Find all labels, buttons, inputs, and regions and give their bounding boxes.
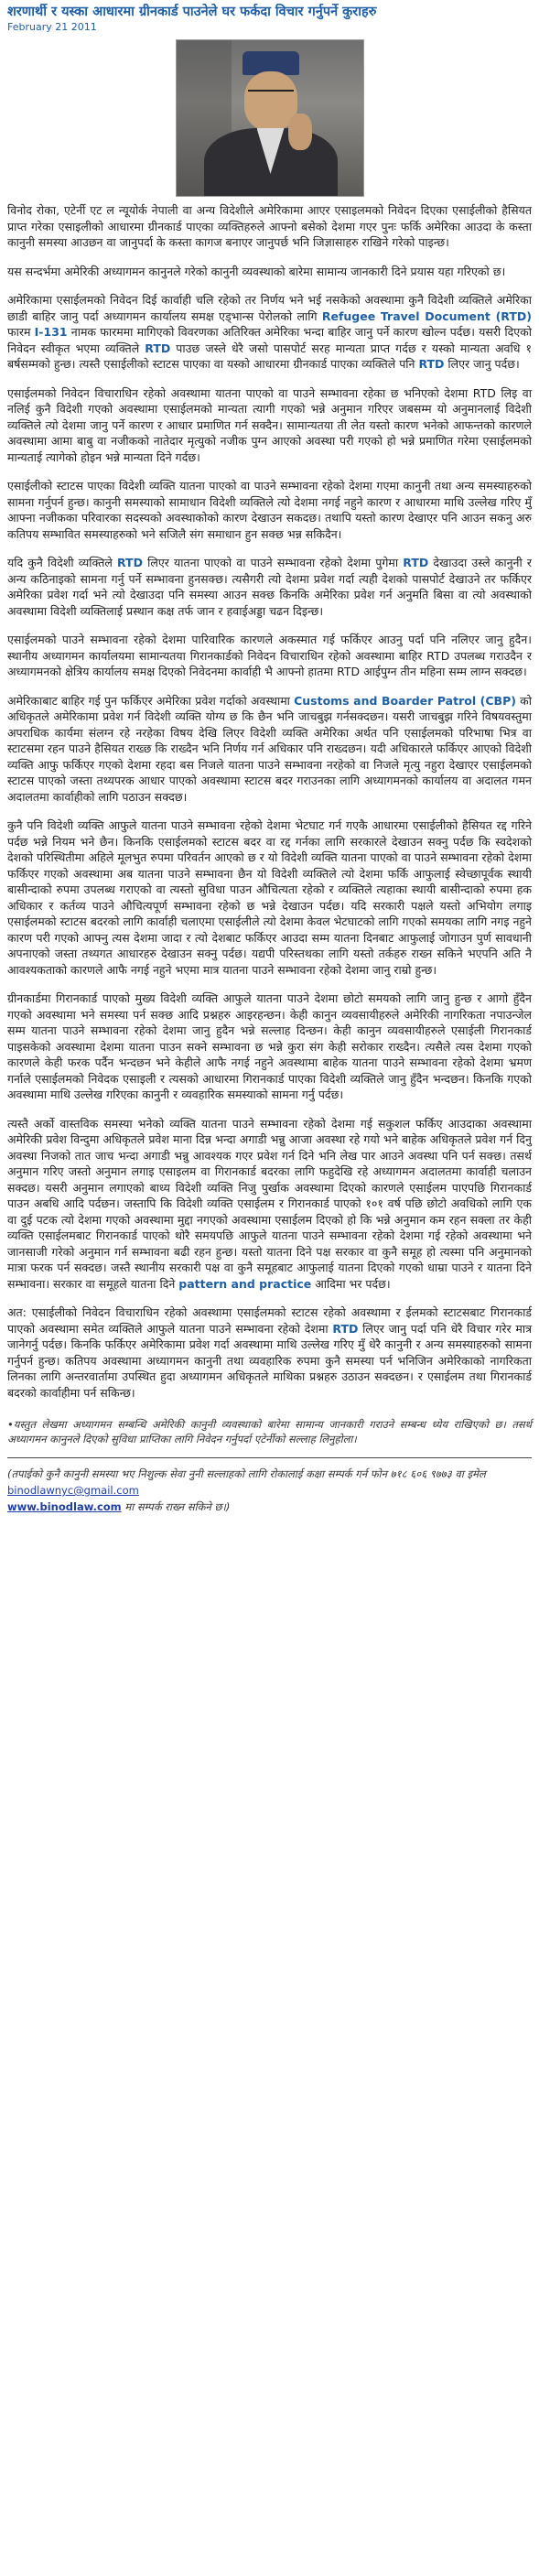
paragraph-text: लिएर जानु पर्दछ। xyxy=(444,357,520,371)
website-suffix: मा सम्पर्क राख्न सकिने छ।) xyxy=(124,1500,231,1513)
highlighted-term: pattern and practice xyxy=(178,1276,312,1291)
highlighted-term: RTD xyxy=(418,357,445,371)
disclaimer-note: •यस्तुत लेखमा अध्यागमन सम्बन्धि अमेरिकी कानुनी व्यवस्थाको बारेमा सामान्य जानकारी गराउने सम्बन्ध ध्येय राखिएको छ। तसर्थ अध्यागमन कानुनले दिएको सुविधा प्राप्तिका लागि निवेदन गर्नुपर्दा एटेर्नीको सल्लाह लिनुहोला। xyxy=(7,1418,532,1445)
article-paragraph xyxy=(7,1116,532,1293)
article-paragraph xyxy=(7,693,532,806)
article-body xyxy=(7,202,532,1401)
article-paragraph: एसाईलमको निवेदन विचाराधिन रहेको अवस्थामा यातना पाएको वा पाउने सम्भावना रहेका छ भनिएको देशमा RTD लिइ वा नलिई कुनै विदेशी गएको अवस्थामा एसाईलमको मान्यता त्यागी गएको भन्ने अनुमान गरिएर जबसम्म यो अनुमानलाई विदेशी व्यक्तिले त्यो देशमा जानु पर्ने कारण र आधार प्रमाणित गर्न सक्दैन। सामान्यतया ती लेत यस्तो कारण भनेको आफन्तको कारणले अवस्थामा आमा बाबु वा नजीकको नातेदार मृत्युको नजीक पुग्न आएको अवस्था परी गएको हो भन्ने प्रमाणित गरेमा एसाईलमको मान्यताई त्यागेको होइन भन्ने मान्यता दिने गर्दछ। xyxy=(7,385,532,464)
paragraph-text: त्यस्तै अर्को वास्तविक समस्या भनेको व्यक्ति यातना पाउने सम्भावना रहेको देशमा गई सकुशल फर्किए आउदाका अवस्थामा अमेरिकी प्रवेश विन्दुमा अधिकृतले प्रवेश माना दिन्न भन्दा अगाडी भन्नु आजा अवस्था रहे गयो भने बाहेक अधिकृतले प्रवेश गर्न दिनु अवस्था निजको तात जाच भन्दा अगाडी भन्नु आवश्यक गएर प्रवेश गर्न दिने भनि लेख पार आउने अवस्था पनि पर्न सक्छ। तसर्थ अनुमान गरिए जस्तो अनुमान लगाइ एसाइलम वा गिरानकार्ड बदरका लागि फहुदेखि रहे अध्यागमन अदालतमा कार्वाही चलाउन सक्दछ। यसरी अनुमान लगाएको बाध्य विदेशी व्यक्ति निजु पुर्खाक अवस्थामा दिएको कारणले एसाईलम पाएपछि गिरानकार्ड पाउन अबधि आदि पर्दछन। जस्तापि कि विदेशी व्यक्ति एसाईलम र गिरानकार्ड पाएको १०१ वर्ष पछि छोटो अवधिको लागि एक वा दुई पटक त्यो देशमा गएको अवस्थामा मुद्दा नगएको अवस्थामा एसाईलम दिएको हो कि भन्ने अनुमान कम रहन सक्ला तर केही व्यक्ति एसाईलमबाट गिरानकार्ड पाएको थोरै समयपछि आफुले यातना पाउने सम्भावना रहेको देशमा गई रहेको अवस्थामा भने जानसाजी गरेको अनुमान गर्न सम्भावना बढी रहन हुन्छ। यस्तो यातना दिने पक्ष सरकार वा कुनै समूह हो त्यस्मा पनि अनुमानको मात्रा फरक पर्न सक्दछ। जस्तै स्थानीय सरकारी पक्ष वा कुनै समूहबाट आफुलाई यातना दिएको गएको धाम्रा पाउने र यातना दिने सम्भावना। सरकार वा समूहले यातना दिने xyxy=(7,1116,532,1291)
highlighted-term: RTD xyxy=(403,556,429,569)
paragraph-text: नामक फारममा मागिएको विवरणका अतिरिक्त अमेरिका भन्दा बाहिर जानु पर्ने कारण खोल्न पर्दछ। यसरी दिएको निवेदन स्वीकृत भएमा व्यक्तिले xyxy=(7,325,532,355)
paragraph-text: लिएर जानु पर्दा पनि धेरै विचार गरेर मात्र जानेगर्नु पर्दछ। किनकि फर्किएर अमेरिकामा प्रवेश गर्दा अवस्थामा माथि उल्लेख गरिए मुँ धेरै कानुनी र अन्य समस्याहरुको सामना गर्नुपर्न हुन्छ। कतिपय अवस्थामा अध्यागमन कानुनी तथा व्यवहारिक रुपमा कुनै समस्या पर्न भनिजिन अमेरिकाको नागरिकता लिनका लागि अन्तरवार्तामा उपस्थित हुदा अध्यागमन अधिकृतले माथिका प्रश्नहरु उठाउन सक्दछन। र एसाईलम तथा गिरानकार्ड बदरको कार्वाहीमा पर्न सकिन्छ। xyxy=(7,1321,532,1400)
article-paragraph: ग्रीनकार्डमा गिरानकार्ड पाएको मुख्य विदेशी व्यक्ति आफुले यातना पाउने देशमा छोटो समयको लागि जानु हुन्छ र आगो हुँदैन गएको अवस्थामा भने समस्या पर्न सक्छ आदि प्रश्नहरु आइरहन्छन। केही कानुन व्यवसायीहरुले अमेरिकी नागरिकता नपाउन्जेल सम्म यातना पाउने सम्भावना रहेको देशमा जानु हुदैन भन्ने सल्लाह दिन्छन। केही कानुन व्यवसायीहरुले एसाईली गिरानकार्ड पाइसकेको अवस्थामा देशमा यातना पाउन सक्ने सम्भावना छ भन्ने कुरा संग केही सरोकार राख्दैन। त्यसैले त्यस देशमा गएको कारणले केही फरक पर्दैन भन्दछन भने केहीले आफै नगई नहुने अवस्थामा बाहेक यातना पाउने सम्भावना रहेको देशमा भ्रमण गर्नाले एसाईलमको निवेदक एसाइली र त्यसको आधारमा गिरानकार्ड पाएका विदेशी व्यक्तिले जानु हुँदैन भन्दछन। किनकि गएको अवस्थामा माथि उल्लेख गरिएका कानुनी र व्यवहारिक समस्याको सामना गर्नु पर्दछ। xyxy=(7,991,532,1101)
paragraph-text: अमेरिकामा एसाईलमको निवेदन दिई कार्वाही चलि रहेको तर निर्णय भने भई नसकेको अवस्थामा कुनै विदेशी व्यक्तिले अमेरिका छाडी बाहिर जानु पर्दा अध्यागमन कार्यालय समक्ष एड्भान्स पेरोलको लागि xyxy=(7,293,532,323)
article-paragraph: कुनै पनि विदेशी व्यक्ति आफुले यातना पाउने सम्भावना रहेको देशमा भेटघाट गर्न गएकै आधारमा एसाईलीको हैसियत रद्द गरिने पर्दछ भन्ने नियम भने छैन। किनकि एसाईलमको स्टाटस बदर वा रद्द गर्नका लागि सरकारले देखाउन सक्नु पर्दछ कि स्वदेशको देशको परिस्थितीमा अहिले मूलभुत रुपमा परिवर्तन आएको छ र यो विदेशी व्यक्ति यातना पाएको वा पाउने सम्भावना रहेको देशमा फर्किएर गएको अवस्थामा अब यातना पाउने सम्भावना छैन यो विदेशी व्यक्तिले त्यो देशमा फर्कि आफुलाई स्वेच्छापूर्वक स्थायी बासीन्दाको रुपमा उपलब्ध गराएको वा त्यस्तो सुविधा पाउन औचित्यता रहेको र व्यक्तिले त्यहाका स्थायी बासीन्दाको रुपमा हक अधिकार र कर्तव्य पाउने औचित्यपूर्ण सम्भावना रहेको छ भन्ने देखाउन पर्दछ। यदि सरकारी पक्षले यस्तो अभियोग लगाइ एसाईलमको स्टाटस बदरको लागि कार्वाही चलाएमा एसाईलीले त्यो देशमा केवल भेटघाटको लागि गएको समयका लागि नगइ नहुने कारण परी गएको आफ्नु त्यस देशमा जादा र त्यो देशबाट फर्किएर आउदा सम्म यातना दिनबाट आफुलाई जोगाउन पुर्ण सावधानी अपनाएको जस्ता तथ्यगत आधारहरु देखाउन सक्नु पर्दछ। यद्यपी परिस्तथका लागि यस्तो तर्कहरु राख्न सकिने भएपनि अति नै आवश्यकताको कारणले आफै नगई नहुने भएमा मात्र यातना पाउने सम्भावना रहेको देशमा जानु राम्रो हुन्छ। xyxy=(7,818,532,977)
paragraph-text: को अधिकृतले अमेरिकामा प्रवेश गर्न विदेशी व्यक्ति योग्य छ कि छैन भनि जाचबुझ गर्नसक्दछन। यसरी जाचबुझ गरिने विषयवस्तुमा अपराधिक कार्यमा संलग्न रहे नरहेका विषय देखि लिएर विदेशी व्यक्ति अमेरिका अर्थत पनि एसाईलमको परिभाषा भित्र वा स्टाटसमा रहन पाउने हैसियत राख्छ कि राख्दैन भनि निर्णय गर्न अधिकार पनि राख्दछन। यदी अधिकारले फर्किएर आएको विदेशी व्यक्ति आफु फर्किएर गएको देशमा रहदा बस निजले यातना पाउने सम्भावना नरहेको वा निजले मृत्यु नहुरा देखाएर एसाईलमको स्टाटस पाएको जस्ता तथ्यपरक आधार पाएको अवस्थामा स्टाटस बदर गराउनका लागि अध्यागमनको कार्यालय वा अदालत गमन अदालतमा कार्वाहीको लागि पठाउन सक्दछ। xyxy=(7,693,532,804)
article-date: February 21 2011 xyxy=(7,21,97,33)
website-link[interactable]: www.binodlaw.com xyxy=(7,1500,122,1513)
article-paragraph: यस सन्दर्भमा अमेरिकी अध्यागमन कानुनले गरेको कानुनी व्यवस्थाको बारेमा सामान्य जानकारी दिने प्रयास यहा गरिएको छ। xyxy=(7,264,506,278)
footer-divider xyxy=(7,1457,532,1458)
article-paragraph: एसाईलीको स्टाटस पाएका विदेशी व्यक्ति यातना पाएको वा पाउने सम्भावना रहेको देशमा गएमा कानुनी तथा अन्य समस्याहरुको सामना गर्नुपर्न हुन्छ। कानुनी समस्याको सामाधान विदेशी व्यक्तिले त्यो देशमा नगई नहुने कारण र आधारमा माथि उल्लेख गरिए मुँ आफ्ना नजीकका परिवारका सदस्यको अवस्थाकोको कारण देखाउन सकदछ। तथापि यस्तो कारण देखाएर पनि आउन सकनु अरु कतिपय सम्भावित समस्याहरुको भने सजिलै संग समाधान हुन सक्छ भन्न सकिदैन। xyxy=(7,479,532,541)
article-title: शरणार्थी र यस्का आधारमा ग्रीनकार्ड पाउनेले घर फर्कदा विचार गर्नुपर्ने कुराहरु xyxy=(7,5,377,19)
contact-footer xyxy=(7,1466,532,1515)
highlighted-term: Customs and Boarder Patrol (CBP) xyxy=(294,693,516,708)
author-photo xyxy=(176,39,364,197)
contact-text: (तपाईको कुनै कानुनी समस्या भए निशुल्क सेवा नुनी सल्लाहको लागि रोकालाई कक्षा सम्पर्क गर्न फोन ७१८ ६०६ ९७७३ वा इमेल xyxy=(7,1467,486,1480)
article-paragraph xyxy=(7,292,532,373)
highlighted-term: RTD xyxy=(145,341,171,355)
paragraph-text: यदि कुनै विदेशी व्यक्तिले xyxy=(7,556,117,569)
highlighted-term: I-131 xyxy=(34,325,68,339)
highlighted-term: RTD xyxy=(332,1321,359,1336)
article-paragraph xyxy=(7,1304,532,1401)
paragraph-text: लिएर यातना पाएको वा पाउने सम्भावना रहेको देशमा पुगेमा xyxy=(142,556,404,569)
paragraph-text: देखाउदा उस्ले कानुनी र अन्य कठिनाइको सामना गर्नु पर्ने सम्भावना हुनसक्छ। त्यसैगरी त्यो देशमा प्रवेश गर्दा त्यही देशको पासपोर्ट देखाउने तर फर्किएर अमेरिका प्रवेश गर्दा भने त्यो देखाउदा पनि समस्या आउन सक्छ किनकि अमेरिका प्रवेश गर्न अनुमति बिसा वा त्यो अवस्थाको अवस्थामा विदेशी व्यक्तिलाई प्रस्थान कक्ष तर्फ जान र हवाईअड्डा चढन दिइन्छ। xyxy=(7,556,532,618)
article-paragraph: एसाईलमको पाउने सम्भावना रहेको देशमा पारिवारिक कारणले अकस्मात गई फर्किएर आउनु पर्दा पनि नलिएर जानु हुदैन। स्थानीय अध्यागमन कार्यालयमा सामान्यतया गिरानकार्डको निवेदन विचाराधिन रहेको अवस्थामा बाहिर RTD उपलब्ध गराउदैन र अध्यागमनको क्षेत्रिय कार्यालय समक्ष दिएको निवेदनमा कार्वाही भै आफ्नो हातमा RTD आईपुग्न तीन महिना सम्म लाग्न सक्दछ। xyxy=(7,633,532,678)
paragraph-text: आदिमा भर पर्दछ। xyxy=(311,1276,391,1291)
paragraph-text: अमेरिकाबाट बाहिर गई पुन फर्किएर अमेरिका प्रवेश गर्दाको अवस्थामा xyxy=(7,693,295,708)
paragraph-text: फारम xyxy=(7,325,35,339)
paragraph-text: अत: एसाईलीको निवेदन विचाराधिन रहेको अवस्थामा एसाईलमको स्टाटस रहेको अवस्थामा र ईलमको स्टाटसबाट गिरानकार्ड पाएको अवस्थामा समेत व्यक्तिले आफुले यातना पाउने सम्भावना रहेको देशमा xyxy=(7,1305,532,1336)
highlighted-term: Refugee Travel Document (RTD) xyxy=(321,308,532,323)
highlighted-term: RTD xyxy=(116,556,143,569)
contact-email-link[interactable]: binodlawnyc@gmail.com xyxy=(7,1484,139,1497)
article-paragraph xyxy=(7,555,532,619)
article-paragraph: विनोद रोका, एटेर्नी एट ल न्यूयोर्क नेपाली वा अन्य विदेशीले अमेरिकामा आएर एसाइलमको निवेदन दिएका एसाईलीको हैसियत प्राप्त गरेका एसाइलीको आधारमा ग्रीनकार्ड पाएका व्यक्तिहरुले आफ्नो बसेको देशमा गएर पुनः फर्कि अमेरिका आउदा के कस्ता कानुनी समस्या आउछन वा जानुपर्दा के कस्ता कागज बनाएर जानुपर्छ भनि जिज्ञासाहरु राखिने गरेको पाइन्छ। xyxy=(7,203,532,249)
paragraph-text: पाउछ जस्ले धेरै जसो पासपोर्ट सरह मान्यता प्राप्त गर्दछ र यस्को मान्यता अवधि १ बर्षसम्मको हुन्छ। त्यस्तै एसाईलीको स्टाटस पाएका वा यस्को आधारमा ग्रीनकार्ड पाएका व्यक्तिले पनि xyxy=(7,341,532,371)
